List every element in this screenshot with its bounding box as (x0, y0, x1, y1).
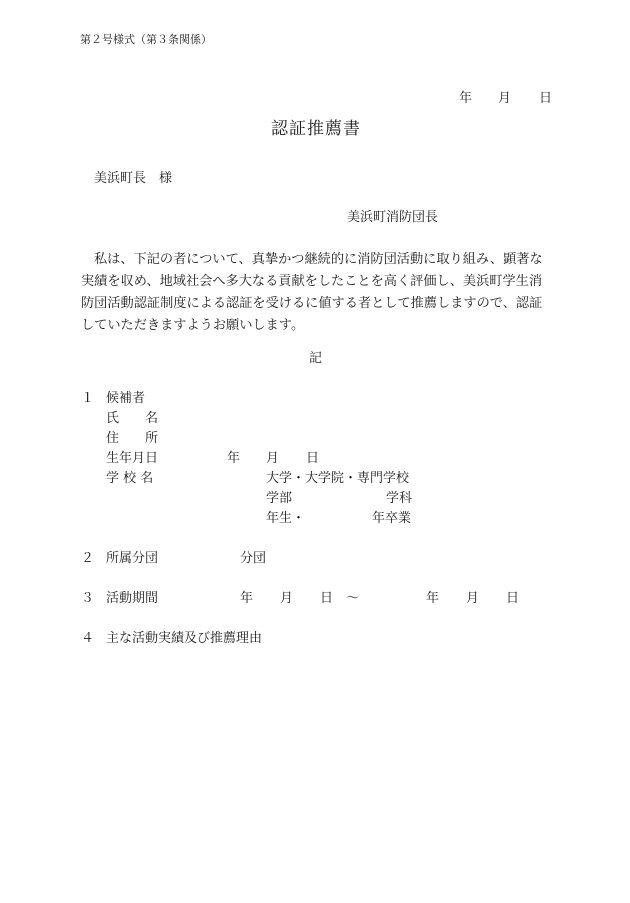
date-year: 年 (459, 91, 473, 106)
address-label: 住 所 (106, 431, 159, 446)
start-day: 日 (320, 591, 334, 606)
item-number: １ (81, 391, 95, 406)
ki-heading: 記 (309, 351, 323, 366)
item-label: 活動期間 (106, 591, 159, 606)
end-month: 月 (466, 591, 480, 606)
faculty-label: 学部 (266, 491, 293, 506)
name-label: 氏 名 (106, 411, 159, 426)
school-types: 大学・大学院・専門学校 (266, 471, 410, 486)
item-number: ２ (81, 551, 95, 566)
birth-month: 月 (266, 451, 280, 466)
addressee: 美浜町長 様 (94, 171, 173, 186)
date-day: 日 (539, 91, 553, 106)
item-number: ４ (81, 631, 95, 646)
item-label: 候補者 (106, 391, 146, 406)
branch-suffix: 分団 (240, 551, 267, 566)
item-label: 所属分団 (106, 551, 159, 566)
sender: 美浜町消防団長 (347, 210, 439, 225)
body-paragraph: 私は、下記の者について、真摯かつ継続的に消防団活動に取り組み、顕著な実績を収め、地域社会へ多大なる貢献をしたことを高く評価し、美浜町学生消防団活動認証制度による認証を受けるに値する者として推薦しますので、認証していただきますようお願いします。 (81, 252, 543, 333)
birth-day: 日 (306, 451, 320, 466)
end-day: 日 (506, 591, 520, 606)
end-year: 年 (426, 591, 440, 606)
graduation-label: 年卒業 (372, 511, 412, 526)
document-title: 認証推薦書 (271, 119, 361, 139)
birth-year: 年 (227, 451, 241, 466)
item-number: ３ (81, 591, 95, 606)
item-label: 主な活動実績及び推薦理由 (106, 631, 263, 646)
start-year: 年 (240, 591, 254, 606)
form-number-label: 第２号様式（第３条関係） (80, 33, 212, 46)
school-label: 学 校 名 (106, 471, 154, 486)
period-tilde: ～ (346, 591, 360, 606)
grade-label: 年生・ (266, 511, 306, 526)
department-label: 学科 (386, 491, 413, 506)
birthdate-label: 生年月日 (106, 451, 159, 466)
start-month: 月 (280, 591, 294, 606)
date-month: 月 (498, 91, 512, 106)
